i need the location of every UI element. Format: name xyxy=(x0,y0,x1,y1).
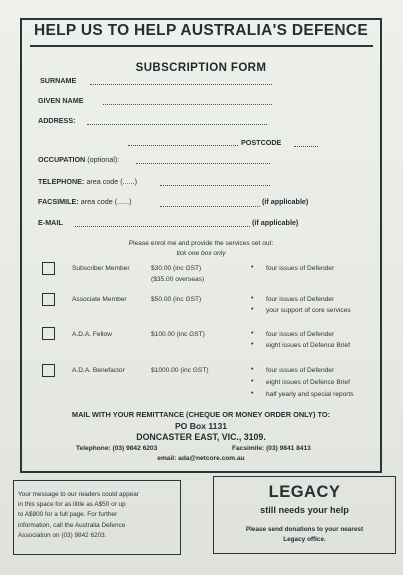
facsimile-if-applicable: (if applicable) xyxy=(262,197,309,206)
surname-label: SURNAME xyxy=(40,76,77,85)
bullet-icon: • xyxy=(251,295,254,302)
address-label: ADDRESS: xyxy=(38,116,76,125)
associate-member-checkbox[interactable] xyxy=(42,293,55,306)
facsimile-label-text: FACSIMILE: xyxy=(38,197,79,206)
option-name: A.D.A. Benefactor xyxy=(72,367,125,374)
option-service: your support of core services xyxy=(266,307,351,314)
option-price: $1000.00 (inc GST) xyxy=(151,367,209,374)
bullet-icon: • xyxy=(251,330,254,337)
enrol-instruction: Please enrol me and provide the services set out: xyxy=(128,240,274,247)
bullet-icon: • xyxy=(251,366,254,373)
bullet-icon: • xyxy=(251,390,254,397)
telephone-label-text: TELEPHONE: xyxy=(38,177,85,186)
ad-line: in this space for as little as A$50 or up xyxy=(18,501,126,509)
option-service: four issues of Defender xyxy=(266,265,335,272)
ad-line: Association on (03) 9842 6203. xyxy=(18,531,107,539)
occupation-label xyxy=(38,155,119,164)
bullet-icon: • xyxy=(251,378,254,385)
legacy-line1: Please send donations to your nearest xyxy=(245,526,364,533)
ad-line: Your message to our readers could appear xyxy=(18,491,139,498)
option-service: half yearly and special reports xyxy=(266,391,354,398)
ada-fellow-checkbox[interactable] xyxy=(42,327,55,340)
mail-facsimile: Facsimile: (03) 9841 8413 xyxy=(232,445,311,452)
option-price-note: ($35.00 overseas) xyxy=(151,276,205,283)
occupation-field[interactable] xyxy=(136,163,270,164)
option-service: eight issues of Defence Brief xyxy=(266,342,350,349)
subscriber-member-checkbox[interactable] xyxy=(42,262,55,275)
email-label: E-MAIL xyxy=(38,218,63,227)
facsimile-note: area code (......) xyxy=(80,197,132,206)
form-title: SUBSCRIPTION FORM xyxy=(135,62,267,74)
option-service: four issues of Defender xyxy=(266,367,335,374)
email-field[interactable] xyxy=(75,226,250,227)
bullet-icon: • xyxy=(251,341,254,348)
postcode-label: POSTCODE xyxy=(241,138,282,147)
occupation-label-text: OCCUPATION xyxy=(38,155,86,164)
address-field-line2[interactable] xyxy=(128,145,238,146)
option-name: A.D.A. Fellow xyxy=(72,331,112,338)
mail-city: DONCASTER EAST, VIC., 3109. xyxy=(136,432,266,442)
facsimile-field[interactable] xyxy=(160,206,260,207)
ad-line: information, call the Australia Defence xyxy=(18,521,126,529)
tick-instruction: tick one box only xyxy=(176,250,226,257)
option-service: four issues of Defender xyxy=(266,331,335,338)
option-price: $100.00 (inc GST) xyxy=(151,331,205,338)
option-service: four issues of Defender xyxy=(266,296,335,303)
mail-instruction: MAIL WITH YOUR REMITTANCE (CHEQUE OR MONEY ORDER ONLY) TO: xyxy=(71,410,331,419)
mail-pobox: PO Box 1131 xyxy=(174,421,228,431)
surname-field[interactable] xyxy=(90,84,272,85)
legacy-subtitle: still needs your help xyxy=(260,505,349,515)
mail-telephone: Telephone: (03) 9842 6203 xyxy=(76,445,158,452)
postcode-field[interactable] xyxy=(294,146,318,147)
page-headline: HELP US TO HELP AUSTRALIA'S DEFENCE xyxy=(34,22,368,39)
ad-line: to A$800 for a full page. For further xyxy=(18,511,118,519)
facsimile-label xyxy=(38,197,131,206)
option-name: Subscriber Member xyxy=(72,265,130,272)
occupation-note: (optional): xyxy=(87,155,120,164)
mail-email: email: ada@netcore.com.au xyxy=(157,455,245,462)
legacy-title: LEGACY xyxy=(268,483,341,501)
advertising-text xyxy=(18,490,178,541)
bullet-icon: • xyxy=(251,306,254,313)
given-name-field[interactable] xyxy=(103,104,272,105)
headline-rule xyxy=(30,45,373,47)
option-service: eight issues of Defence Brief xyxy=(266,379,350,386)
telephone-label xyxy=(38,177,137,186)
option-price: $30.00 (inc GST) xyxy=(151,265,202,272)
option-name: Associate Member xyxy=(72,296,127,303)
ada-benefactor-checkbox[interactable] xyxy=(42,364,55,377)
telephone-note: area code (......) xyxy=(86,177,138,186)
legacy-line2: Legacy office. xyxy=(283,536,326,543)
option-price: $50.00 (inc GST) xyxy=(151,296,202,303)
bullet-icon: • xyxy=(251,264,254,271)
email-if-applicable: (if applicable) xyxy=(252,218,299,227)
address-field-line1[interactable] xyxy=(87,124,267,125)
given-name-label: GIVEN NAME xyxy=(38,96,84,105)
telephone-field[interactable] xyxy=(160,185,270,186)
